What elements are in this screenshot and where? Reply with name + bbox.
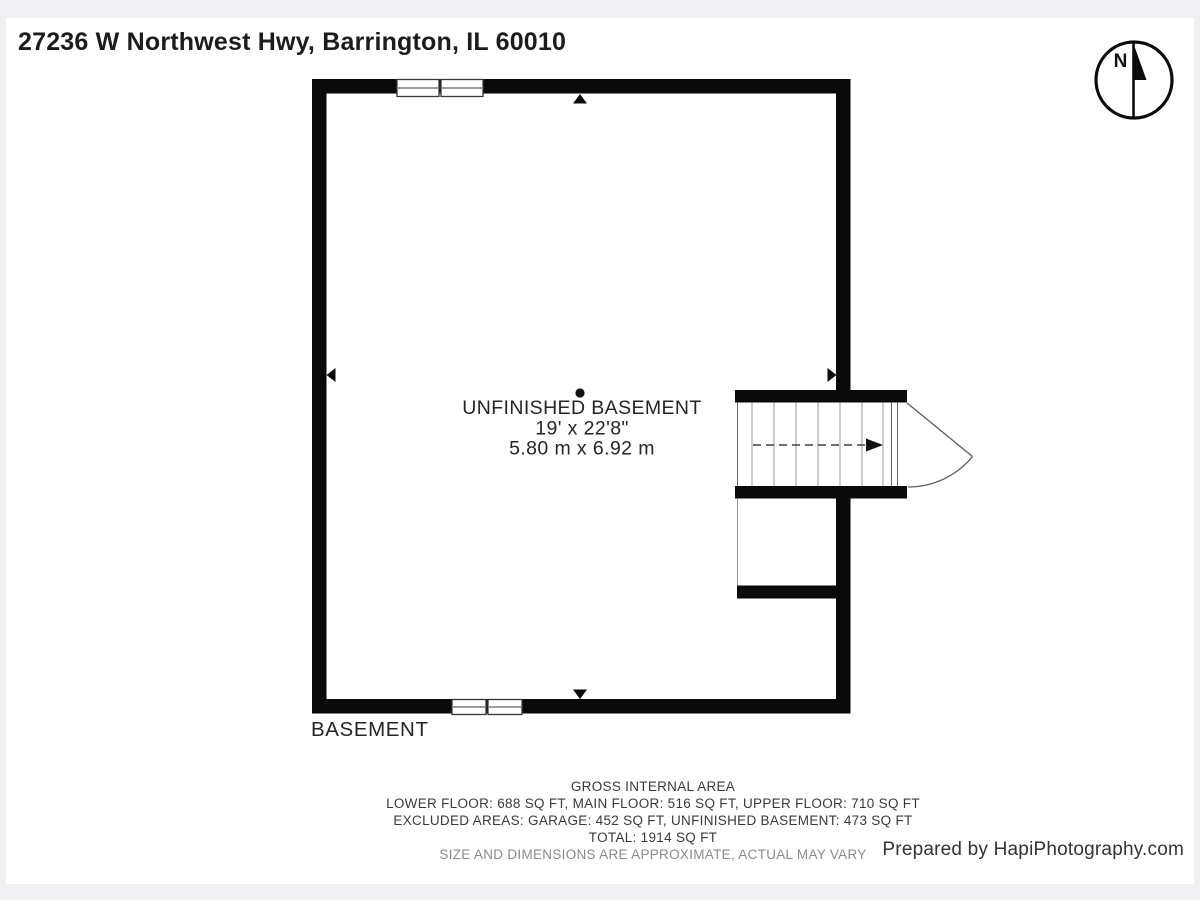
area-excluded-line: EXCLUDED AREAS: GARAGE: 452 SQ FT, UNFINISHED BASEMENT: 473 SQ FT <box>393 813 913 828</box>
door-leaf <box>907 403 973 457</box>
door-swing-icon <box>907 403 973 487</box>
wall-right-lower <box>836 486 851 714</box>
room-label-group <box>462 397 701 460</box>
area-summary-title: GROSS INTERNAL AREA <box>570 779 736 794</box>
wall-right-upper <box>836 79 851 402</box>
room-dimensions-imperial: 19' x 22'8" <box>535 417 629 440</box>
wall-bottom <box>312 699 850 714</box>
property-address-title: 27236 W Northwest Hwy, Barrington, IL 60010 <box>18 28 567 56</box>
marker-right <box>828 368 837 382</box>
area-total-line: TOTAL: 1914 SQ FT <box>588 830 718 845</box>
marker-bottom <box>573 690 587 700</box>
floor-name-label: BASEMENT <box>311 718 429 741</box>
stair-wall-bottom <box>735 486 907 499</box>
wall-top <box>312 79 850 94</box>
size-disclaimer: SIZE AND DIMENSIONS ARE APPROXIMATE, ACTUAL MAY VARY <box>439 847 867 862</box>
understair-closet-wall <box>737 586 850 599</box>
wall-left <box>312 79 327 714</box>
stair-wall-top <box>735 390 907 403</box>
prepared-by-credit: Prepared by HapiPhotography.com <box>882 839 1184 860</box>
area-floors-line: LOWER FLOOR: 688 SQ FT, MAIN FLOOR: 516 SQ FT, UPPER FLOOR: 710 SQ FT <box>386 796 920 811</box>
room-dimensions-metric: 5.80 m x 6.92 m <box>509 437 655 460</box>
stairwell-walls <box>735 390 907 599</box>
marker-top <box>573 94 587 104</box>
compass-north-label: N <box>1113 51 1128 72</box>
door-swing-arc <box>908 457 973 488</box>
stairs <box>738 403 898 487</box>
room-name-label: UNFINISHED BASEMENT <box>462 397 702 419</box>
marker-left <box>327 368 336 382</box>
compass-icon <box>1096 42 1172 118</box>
